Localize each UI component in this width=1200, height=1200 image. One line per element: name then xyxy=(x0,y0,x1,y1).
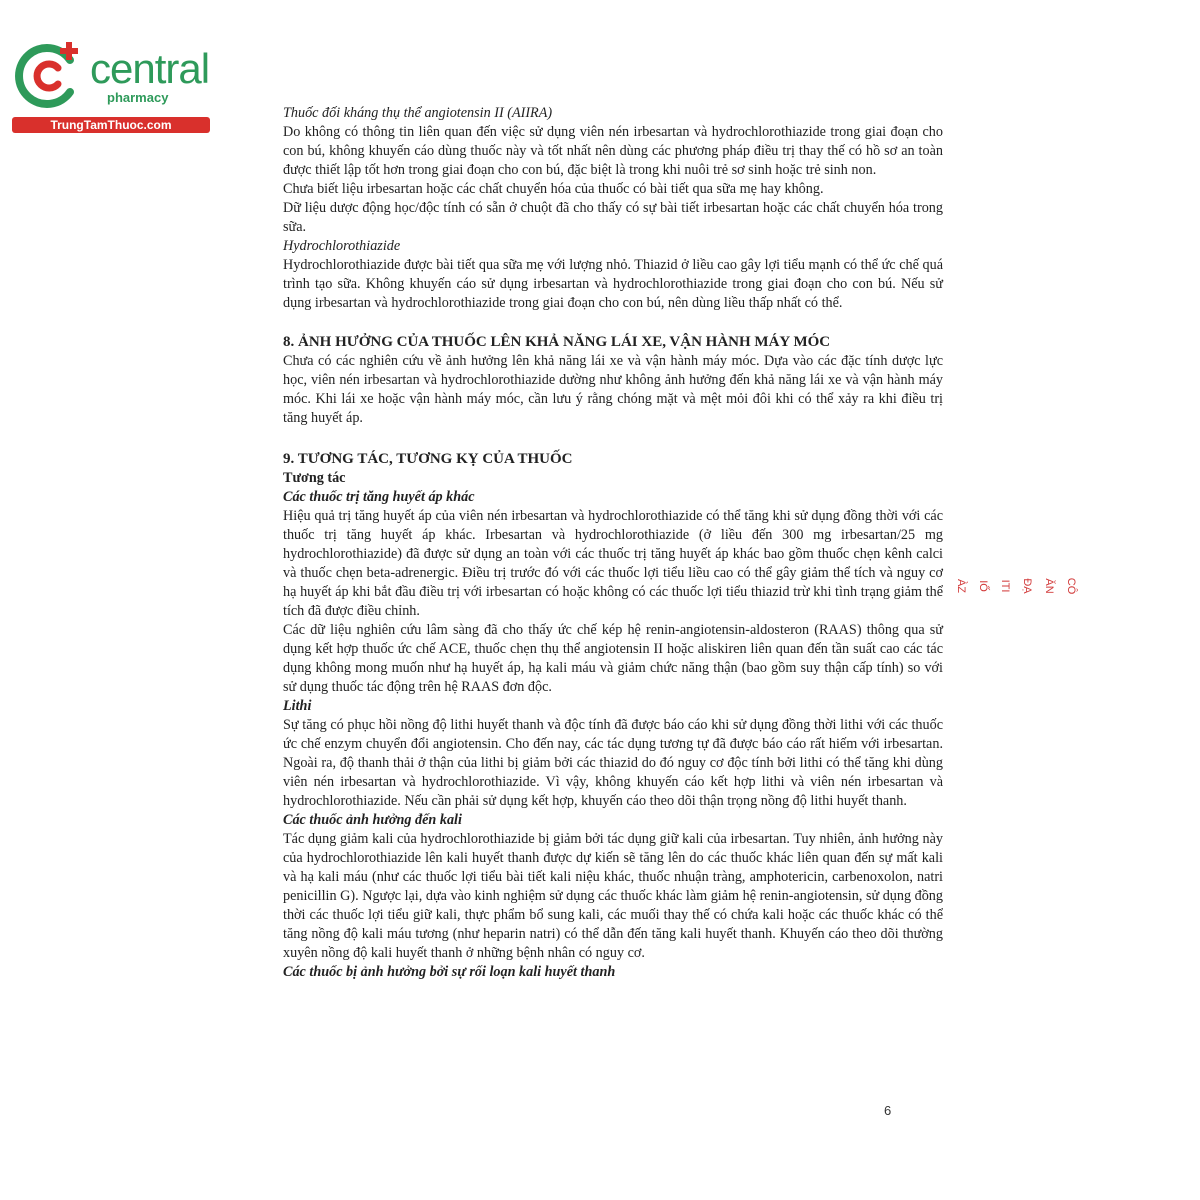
hctz-heading: Hydrochlorothiazide xyxy=(283,238,401,254)
stamp-line: ÀZ xyxy=(955,578,967,594)
lithi-paragraph: Sự tăng có phục hồi nồng độ lithi huyết thanh và độc tính đã được báo cáo khi sử dụng đồng thời lithi với các thuốc ức chế enzym chuyển đổi angiotensin. Cho đến nay, các tác dụng tương tự đã được báo cáo rất hiếm với irbesartan. Ngoài ra, độ thanh thải ở thận của lithi bị giảm bởi các thiazid do đó nguy cơ độc tính bởi lithi có thể tăng khi dùng viên nén irbesartan và hydrochlorothiazide. Vì vậy, không khuyến cáo kết hợp lithi và viên nén irbesartan và hydrochlorothiazide. Nếu cần phải sử dụng kết hợp, khuyến cáo theo dõi thận trọng nồng độ lithi huyết thanh. xyxy=(283,717,943,809)
aiira-paragraph-2: Chưa biết liệu irbesartan hoặc các chất chuyển hóa của thuốc có bài tiết qua sữa mẹ hay không. xyxy=(283,181,824,197)
stamp-line: ĂN xyxy=(1043,578,1055,594)
logo-url-banner[interactable]: TrungTamThuoc.com xyxy=(12,117,210,133)
logo-mark-icon xyxy=(12,38,88,114)
antihypertensive-heading: Các thuốc trị tăng huyết áp khác xyxy=(283,489,475,505)
potassium-paragraph: Tác dụng giảm kali của hydrochlorothiazide bị giảm bởi tác dụng giữ kali của irbesartan. Tuy nhiên, ảnh hưởng này của hydrochlorothiazide lên kali huyết thanh được dự kiến sẽ tăng lên do các thuốc khác liên quan đến sự mất kali và hạ kali máu (như các thuốc lợi tiểu bài tiết kali niệu khác, thuốc nhuận tràng, amphotericin, carbenoxolon, natri penicillin G). Ngược lại, dựa vào kinh nghiệm sử dụng các thuốc khác làm giảm hệ renin-angiotensin, sử dụng đồng thời các thuốc lợi tiểu giữ kali, thực phẩm bổ sung kali, các muối thay thế có chứa kali hoặc các thuốc khác có thể tăng nồng độ kali máu tương (như heparin natri) có thể dẫn đến tăng kali huyết thanh. Khuyến cáo theo dõi thường xuyên nồng độ kali huyết thanh ở những bệnh nhân có nguy cơ. xyxy=(283,831,943,961)
stamp-line: CÔ xyxy=(1065,577,1077,595)
document-body xyxy=(283,104,943,982)
antihypertensive-paragraph-1: Hiệu quả trị tăng huyết áp của viên nén irbesartan và hydrochlorothiazide có thể tăng khi sử dụng đồng thời với các thuốc trị tăng huyết áp khác. Irbesartan và hydrochlorothiazide (ở liều đến 300 mg irbesartan/25 mg hydrochlorothiazide) đã được sử dụng an toàn với các thuốc trị tăng huyết áp khác bao gồm thuốc chẹn kênh calci và thuốc chẹn beta-adrenergic. Điều trị trước đó với các thuốc lợi tiểu liều cao có thể gây giảm thể tích và nguy cơ hạ huyết áp khi bắt đầu điều trị với irbesartan có hoặc không có các thuốc lợi tiểu thiazid trừ khi tình trạng giảm thể tích đã được điều chỉnh. xyxy=(283,508,943,619)
section-9-subheading: Tương tác xyxy=(283,470,346,486)
section-9-heading: 9. TƯƠNG TÁC, TƯƠNG KỴ CỦA THUỐC xyxy=(283,451,573,467)
potassium-heading: Các thuốc ảnh hưởng đến kali xyxy=(283,812,462,828)
potassium-disorder-heading: Các thuốc bị ảnh hưởng bởi sự rối loạn kali huyết thanh xyxy=(283,964,616,980)
aiira-heading: Thuốc đối kháng thụ thể angiotensin II (AIIRA) xyxy=(283,105,553,121)
hctz-paragraph-1: Hydrochlorothiazide được bài tiết qua sữa mẹ với lượng nhỏ. Thiazid ở liều cao gây lợi tiểu mạnh có thể ức chế quá trình tạo sữa. Không khuyến cáo sử dụng irbesartan và hydrochlorothiazide trong giai đoạn cho con bú. Nếu sử dụng irbesartan và hydrochlorothiazide trong giai đoạn cho con bú, nên dùng liều thấp nhất có thể. xyxy=(283,257,943,311)
aiira-paragraph-1: Do không có thông tin liên quan đến việc sử dụng viên nén irbesartan và hydrochlorothiazide trong giai đoạn cho con bú, không khuyến cáo dùng thuốc này và tốt nhất nên dùng các phương pháp điều trị thay thế có hồ sơ an toàn được thiết lập tốt hơn trong giai đoạn cho con bú, đặc biệt là trong khi nuôi trẻ sơ sinh hoặc trẻ sinh non. xyxy=(283,124,943,178)
section-8-paragraph: Chưa có các nghiên cứu về ảnh hưởng lên khả năng lái xe và vận hành máy móc. Dựa vào các đặc tính dược lực học, viên nén irbesartan và hydrochlorothiazide dường như không ảnh hưởng đến khả năng lái xe và vận hành máy móc. Khi lái xe hoặc vận hành máy móc, cần lưu ý rằng chóng mặt và mệt mỏi đôi khi có thể xảy ra khi điều trị tăng huyết áp. xyxy=(283,353,943,426)
stamp-line: ĐẠ xyxy=(1021,578,1033,594)
lithi-heading: Lithi xyxy=(283,698,312,714)
section-8-heading: 8. ẢNH HƯỞNG CỦA THUỐC LÊN KHẢ NĂNG LÁI XE, VẬN HÀNH MÁY MÓC xyxy=(283,334,831,350)
logo-subtitle: pharmacy xyxy=(107,90,169,105)
page-number: 6 xyxy=(884,1103,892,1118)
antihypertensive-paragraph-2: Các dữ liệu nghiên cứu lâm sàng đã cho thấy ức chế kép hệ renin-angiotensin-aldosteron (RAAS) thông qua sử dụng kết hợp thuốc ức chế ACE, thuốc chẹn thụ thể angiotensin II hoặc aliskiren liên quan đến tần suất cao các tác dụng không mong muốn như hạ huyết áp, hạ kali máu và giảm chức năng thận (bao gồm suy thận cấp tính) so với sử dụng thuốc tác động trên hệ RAAS đơn độc. xyxy=(283,622,943,695)
central-pharmacy-logo[interactable] xyxy=(12,38,212,138)
aiira-paragraph-3: Dữ liệu dược động học/độc tính có sẵn ở chuột đã cho thấy có sự bài tiết irbesartan hoặc các chất chuyển hóa trong sữa. xyxy=(283,200,943,235)
red-stamp-fragment xyxy=(950,573,1082,599)
logo-name: central xyxy=(90,45,210,92)
stamp-line: IỐ xyxy=(977,580,989,592)
stamp-line: ITI xyxy=(999,579,1011,593)
